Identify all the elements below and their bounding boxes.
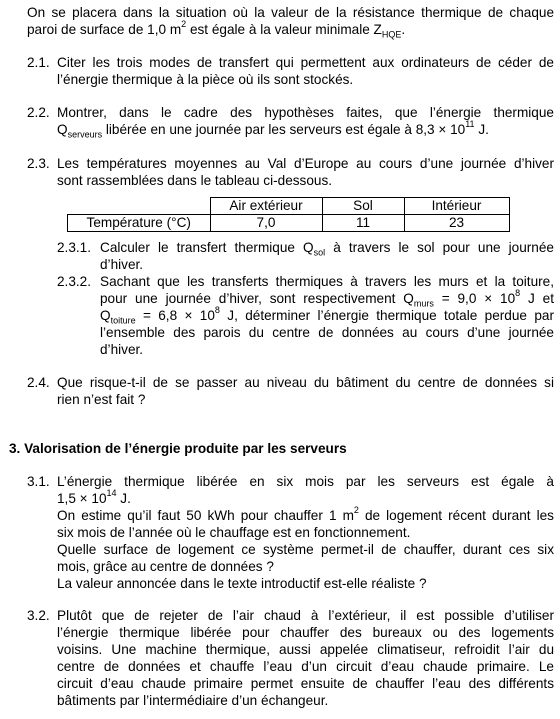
question-3-1-line-5: Quelle surface de logement ce système permet-il de chauffer, durant ces six (57, 542, 554, 557)
question-2-4-line-2: rien n’est fait ? (57, 392, 146, 407)
question-number-2-3-2: 2.3.2. (57, 274, 92, 289)
question-3-2-line-2: l’énergie thermique libérée pour chauffer des bureaux ou des logements (57, 625, 554, 640)
question-number-2-3: 2.3. (27, 156, 50, 171)
question-2-3-1-line-1: Calculer le transfert thermique $Q_{sol}$ à travers le sol pour une journée (100, 240, 554, 258)
question-2-1-line-2: l’énergie thermique à la pièce où ils sont stockés. (57, 72, 354, 87)
table-header-cell: Intérieur (404, 198, 509, 215)
question-3-2-line-5: circuit d’eau chaude primaire permet ensuite de chauffer l’eau des différents (57, 676, 554, 691)
question-2-3-line-2: sont rassemblées dans le tableau ci-dessous. (57, 173, 333, 188)
question-3-2-line-6: bâtiments par l’intermédiaire d’un échangeur. (57, 693, 329, 708)
question-number-3-1: 3.1. (27, 474, 50, 489)
intro-line-1: On se placera dans la situation où la valeur de la résistance thermique de chaque (27, 5, 554, 20)
table-header-row (68, 198, 510, 215)
question-3-1-line-6: mois, grâce au centre de données ? (57, 559, 274, 574)
question-number-2-2: 2.2. (27, 105, 50, 120)
table-header-empty (68, 198, 211, 215)
question-3-1-line-4: six mois de l’année où le chauffage est en fonctionnement. (57, 525, 411, 540)
question-2-1-line-1: Citer les trois modes de transfert qui permettent aux ordinateurs de céder de (57, 55, 554, 70)
question-2-3-2-line-4: l’ensemble des parois du centre de données au cours d’une journée (100, 325, 554, 340)
table-header-cell: Sol (322, 198, 404, 215)
intro-line-2: paroi de surface de 1,0 $m^2$ est égale à la valeur minimale $Z_{HQE}$. (27, 19, 406, 40)
question-3-1-line-2: $1,5 \times 10^{14}$ J. (57, 488, 131, 506)
temperature-table (67, 197, 510, 232)
question-2-4-line-1: Que risque-t-il de se passer au niveau du bâtiment du centre de données si (57, 375, 554, 390)
question-number-2-4: 2.4. (27, 375, 50, 390)
question-number-2-1: 2.1. (27, 55, 50, 70)
question-2-3-2-line-2: pour une journée d’hiver, sont respectivement $Q_{murs} = 9,0 \times 10^8$ J et (100, 288, 554, 309)
question-3-1-line-7: La valeur annoncée dans le texte introductif est-elle réaliste ? (57, 576, 427, 591)
question-3-2-line-1: Plutôt que de rejeter de l’air chaud à l’extérieur, il est possible d’utiliser (57, 608, 554, 623)
question-2-3-2-line-5: d’hiver. (100, 342, 144, 357)
question-2-3-2-line-3: $Q_{toiture} = 6,8 \times 10^8$ J, déterminer l’énergie thermique totale perdue par (100, 305, 554, 326)
question-3-2-line-3: voisins. Une machine thermique, aussi appelée climatiseur, refroidit l’air du (57, 642, 554, 657)
question-2-3-2-line-1: Sachant que les transferts thermiques à travers les murs et la toiture, (100, 274, 554, 289)
table-header-cell: Air extérieur (210, 198, 322, 215)
table-row (68, 215, 510, 232)
question-3-1-line-3: On estime qu’il faut 50 kWh pour chauffer 1 $m^2$ de logement récent durant les (57, 505, 554, 523)
question-2-3-1-line-2: d’hiver. (100, 257, 144, 272)
question-2-2-line-1: Montrer, dans le cadre des hypothèses faites, que l’énergie thermique (57, 105, 554, 120)
question-2-3-line-1: Les températures moyennes au Val d’Europe au cours d’une journée d’hiver (57, 156, 554, 171)
question-2-2-line-2: $Q_{serveurs}$ libérée en une journée par les serveurs est égale à $8,3 \times 10^{11}$ J. (57, 119, 489, 140)
table-cell: 11 (322, 215, 404, 232)
question-3-2-line-4: centre de données et chauffe l’eau d’un circuit d’eau chaude primaire. Le (57, 659, 554, 674)
table-row-label: Température (°C) (68, 215, 211, 232)
table-cell: 7,0 (210, 215, 322, 232)
question-number-3-2: 3.2. (27, 608, 50, 623)
question-number-2-3-1: 2.3.1. (57, 240, 92, 255)
question-3-1-line-1: L’énergie thermique libérée en six mois par les serveurs est égale à (57, 474, 554, 489)
section-3-heading: 3. Valorisation de l’énergie produite par les serveurs (9, 441, 347, 456)
table-cell: 23 (404, 215, 509, 232)
